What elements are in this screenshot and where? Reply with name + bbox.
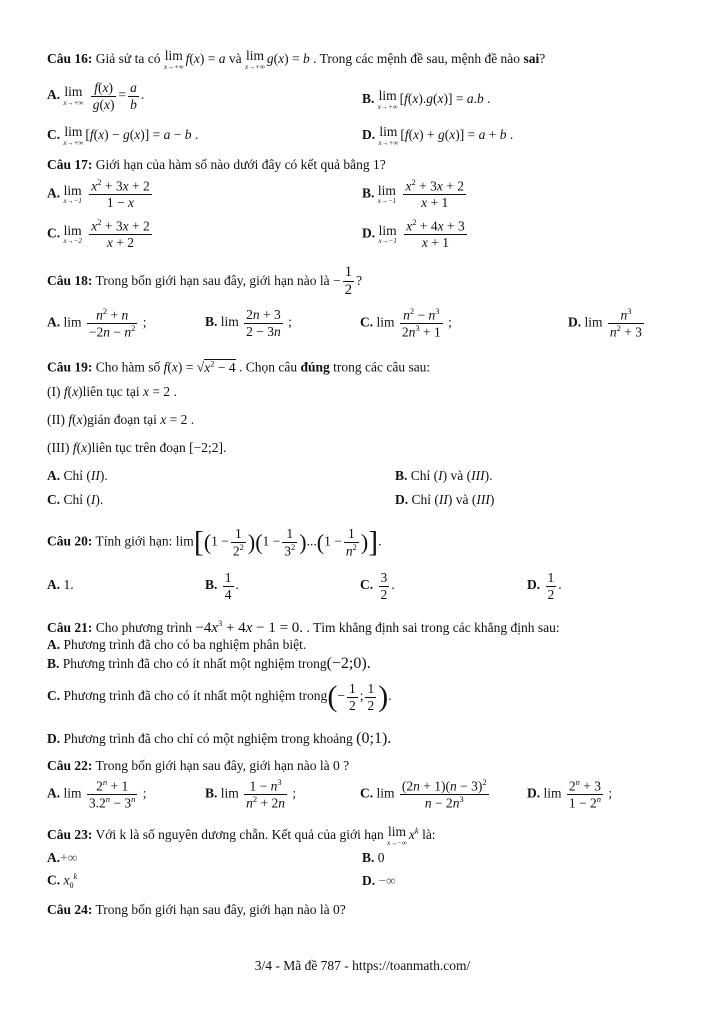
math-expression: lim x→−∞ <box>387 824 407 847</box>
option-b[interactable]: B. Phương trình đã cho có ít nhất một nghiệm trong(−2;0). <box>47 655 371 672</box>
stem-text: Trong bốn giới hạn sau đây, giới hạn nào là 0 ? <box>95 758 350 773</box>
option-text: Chỉ <box>411 492 432 507</box>
question-label: Câu 16: <box>47 50 93 66</box>
option-d[interactable]: D. lim $\frac{n^3}{n^2 + 3}$ <box>568 306 643 340</box>
option-text: và <box>450 468 464 483</box>
option-a[interactable]: A. lim $\frac{n^2 + n}{-2n - n^2}$ ; <box>47 306 147 340</box>
statement-text: gián đoạn tại <box>87 412 157 427</box>
option-text: Phương trình đã cho chỉ có một nghiệm trong khoảng <box>63 731 353 746</box>
question-label: Câu 18: <box>47 272 93 288</box>
math-expression: $\frac{2n + 3}{2 - 3n}$ <box>246 307 281 339</box>
option-c[interactable]: C. lim x→+∞ [f(x) − g(x)] = a − b . <box>47 124 199 147</box>
page-footer: 3/4 - Mã đề 787 - https://toanmath.com/ <box>254 958 471 973</box>
option-text: Phương trình đã cho có ít nhất một nghiệm trong <box>63 688 328 704</box>
math-expression: $\frac{1}{2}$ <box>367 681 375 713</box>
stem-text: Trong bốn giới hạn sau đây, giới hạn nào là <box>95 272 330 288</box>
option-b[interactable]: B. $\frac{1}{4}$ . <box>205 570 239 602</box>
option-c[interactable]: C. $x_0^k$ <box>47 871 78 891</box>
stem-text: Cho phương trình <box>95 620 192 635</box>
math-expression: $\frac{3}{2}$ <box>380 570 388 602</box>
option-text: Chỉ <box>63 492 84 507</box>
statement-2: (II) f(x)gián đoạn tại x = 2 . <box>47 412 195 427</box>
option-label: A. <box>47 637 61 652</box>
stem-text: . Tìm khẳng định sai trong các khẳng định sau: <box>306 620 560 635</box>
option-a[interactable]: A. lim x→+∞ $\frac{f(x)}{g(x)}$ = $\frac{a}{b}$ . <box>47 80 145 112</box>
math-expression: $\frac{n^3}{n^2 + 3}$ <box>609 306 643 340</box>
option-b[interactable] <box>362 178 468 211</box>
option-d[interactable] <box>362 218 469 251</box>
option-label: C. <box>360 314 374 330</box>
math-expression: $\frac{2^n + 1}{3.2^n - 3^n}$ <box>88 777 136 811</box>
option-label: D. <box>47 731 61 746</box>
option-label: B. <box>362 850 375 865</box>
stem-text: . Chọn câu <box>238 359 298 375</box>
math-expression: lim x→+∞ <box>245 48 265 71</box>
option-a[interactable]: A. Chỉ (II). <box>47 468 108 483</box>
stem-emphasis: đúng <box>300 359 330 375</box>
statement-text: liên tục trên đoạn <box>91 440 186 455</box>
option-d[interactable]: D. $\frac{1}{2}$ . <box>527 570 562 602</box>
stem-text: là: <box>422 826 436 842</box>
option-label: A. <box>47 577 61 592</box>
question-label: Câu 17: <box>47 157 93 172</box>
question-label: Câu 20: <box>47 533 93 549</box>
math-expression: $\frac{1}{2^2}$ <box>232 526 244 559</box>
math-expression: lim x→+∞ <box>63 84 84 107</box>
option-label: A. <box>47 87 61 103</box>
math-expression: $\frac{x^2 + 3x + 2}{x + 1}$ <box>405 177 464 211</box>
option-label: C. <box>47 225 61 241</box>
option-label: C. <box>47 688 61 704</box>
option-label: A. <box>47 785 61 801</box>
stem-text: Giả sử ta có <box>95 50 161 66</box>
option-label: D. <box>527 577 541 593</box>
question-16-stem: Câu 16: Giả sử ta có lim x→+∞ f(x) = a và lim x→+∞ g(x) = b . Trong các mệnh đề sau, mệnh đề nào sai? <box>47 48 546 71</box>
stem-text: . Trong các mệnh đề sau, mệnh đề nào <box>313 50 521 66</box>
question-18-stem: Câu 18: Trong bốn giới hạn sau đây, giới hạn nào là − $\frac{1}{2}$ ? <box>47 264 363 299</box>
math-expression: $\frac{x^2 + 3x + 2}{1 - x}$ <box>91 177 150 211</box>
question-label: Câu 24: <box>47 902 93 917</box>
question-21-stem: Câu 21: Cho phương trình $-4x^3 + 4x - 1 = 0$. . Tìm khẳng định sai trong các khẳng định sau: <box>47 618 560 636</box>
statement-label: (II) <box>47 412 65 427</box>
question-label: Câu 22: <box>47 758 93 773</box>
math-expression: $\frac{x^2 + 4x + 3}{x + 1}$ <box>406 217 465 251</box>
statement-label: (I) <box>47 384 61 399</box>
stem-text: Giới hạn của hàm số nào dưới đây có kết quả bằng 1? <box>95 157 386 172</box>
option-label: B. <box>47 656 60 671</box>
option-b[interactable]: B. lim $\frac{1 - n^3}{n^2 + 2n}$ ; <box>205 777 297 811</box>
option-text: và <box>455 492 469 507</box>
option-label: C. <box>360 785 374 801</box>
math-expression: lim x→+∞ <box>63 124 84 147</box>
option-b[interactable]: B. lim x→+∞ [f(x).g(x)] = a.b . <box>362 88 491 111</box>
statement-text: liên tục tại <box>82 384 140 399</box>
question-17-stem <box>47 158 386 172</box>
math-expression: $\frac{1}{2}$ <box>348 681 356 713</box>
option-label: B. <box>205 577 218 593</box>
option-c[interactable]: C. Phương trình đã cho có ít nhất một nghiệm trong(− $\frac{1}{2}$ ; $\frac{1}{2}$ ). <box>47 680 392 714</box>
option-label: D. <box>395 492 409 507</box>
question-19-stem: Câu 19: Cho hàm số $f(x) = √x^2 - 4$ . Chọn câu đúng trong các câu sau: <box>47 358 431 375</box>
option-c[interactable]: C. Chỉ (I). <box>47 492 104 507</box>
question-label: Câu 23: <box>47 826 93 842</box>
option-c[interactable]: C. $\frac{3}{2}$ . <box>360 570 395 602</box>
option-a[interactable] <box>47 851 77 865</box>
option-label: B. <box>205 314 218 330</box>
option-d[interactable]: D. lim $\frac{2^n + 3}{1 - 2^n}$ ; <box>527 777 613 811</box>
option-d[interactable]: D. Phương trình đã cho chỉ có một nghiệm trong khoảng (0;1). <box>47 730 392 747</box>
option-text: Chỉ <box>63 468 84 483</box>
option-label: C. <box>360 577 374 593</box>
option-d[interactable]: D. Chỉ (II) và (III) <box>395 492 495 507</box>
stem-text: Trong bốn giới hạn sau đây, giới hạn nào là 0? <box>95 902 346 917</box>
math-expression: $\frac{1}{n^2}$ <box>345 526 357 559</box>
math-expression: +∞ <box>60 850 78 865</box>
math-expression: lim x→−1 <box>378 222 397 246</box>
stem-text: trong các câu sau: <box>333 359 431 375</box>
math-expression: −∞ <box>378 873 396 888</box>
option-text: Chỉ <box>410 468 431 483</box>
math-expression: lim x→−2 <box>63 222 82 246</box>
statement-label: (III) <box>47 440 70 455</box>
option-text: 0 <box>377 850 385 865</box>
math-expression: $\frac{n^2 + n}{-2n - n^2}$ <box>88 306 136 340</box>
question-22-stem <box>47 759 349 773</box>
option-label: B. <box>395 468 408 483</box>
statement-1: (I) f(x)liên tục tại x = 2 . <box>47 384 177 399</box>
math-expression: $\frac{1}{3^2}$ <box>284 526 296 559</box>
option-a[interactable] <box>47 578 74 592</box>
option-label: C. <box>47 126 61 142</box>
option-label: B. <box>362 185 375 201</box>
math-expression: $\frac{(2n + 1)(n - 3)^2}{n - 2n^3}$ <box>401 777 487 811</box>
stem-text: Tính giới hạn: <box>95 533 173 549</box>
option-c[interactable]: C. lim $\frac{(2n + 1)(n - 3)^2}{n - 2n^3}$ <box>360 777 487 811</box>
option-label: D. <box>568 314 582 330</box>
math-expression: $\frac{1}{4}$ <box>224 570 232 602</box>
statement-3: (III) f(x)liên tục trên đoạn [−2;2]. <box>47 440 227 455</box>
option-label: B. <box>205 785 218 801</box>
option-label: B. <box>362 90 375 106</box>
stem-text: ? <box>539 50 546 66</box>
option-a[interactable] <box>47 178 154 211</box>
math-expression: lim x→+∞ <box>378 124 399 147</box>
stem-emphasis: sai <box>523 50 540 66</box>
question-20-stem: Câu 20: Tính giới hạn: lim[(1 − $\frac{1}{2^2}$ )(1 − $\frac{1}{3^2}$ )...(1 − $\frac{1}{n^2}$ )]. <box>47 525 382 559</box>
option-label: A. <box>47 314 61 330</box>
stem-text: và <box>228 50 242 66</box>
option-label: D. <box>527 785 541 801</box>
question-23-stem: Câu 23: Với k là số nguyên dương chẵn. Kết quả của giới hạn lim x→−∞ $x^k$ là: <box>47 824 436 847</box>
option-label: D. <box>362 225 376 241</box>
option-text: 1. <box>63 577 74 592</box>
math-expression: lim x→−1 <box>377 182 397 206</box>
question-label: Câu 21: <box>47 620 93 635</box>
option-c[interactable]: C. lim $\frac{n^2 - n^3}{2n^3 + 1}$ ; <box>360 306 452 340</box>
stem-text: Với k là số nguyên dương chẵn. Kết quả của giới hạn <box>95 826 384 842</box>
option-b[interactable] <box>362 851 385 865</box>
option-c[interactable] <box>47 218 154 251</box>
stem-text: Cho hàm số <box>95 359 161 375</box>
option-text: Phương trình đã cho có ít nhất một nghiệm trong <box>62 656 327 671</box>
math-expression: $\frac{2^n + 3}{1 - 2^n}$ <box>568 777 602 811</box>
question-label: Câu 19: <box>47 359 93 375</box>
math-expression: $\frac{n^2 - n^3}{2n^3 + 1}$ <box>401 306 441 340</box>
math-expression: lim x→+∞ <box>163 48 184 71</box>
option-a[interactable] <box>47 638 306 652</box>
option-d[interactable] <box>362 874 396 888</box>
option-label: D. <box>362 873 376 888</box>
math-expression: $\frac{x^2 + 3x + 2}{x + 2}$ <box>91 217 150 251</box>
option-b[interactable]: B. lim $\frac{2n + 3}{2 - 3n}$ ; <box>205 307 292 339</box>
math-expression: $\frac{1 - n^3}{n^2 + 2n}$ <box>246 777 286 811</box>
option-label: D. <box>362 126 376 142</box>
option-text: Phương trình đã cho có ba nghiệm phân biệt. <box>63 637 307 652</box>
option-label: C. <box>47 492 61 507</box>
math-expression: $\frac{f(x)}{g(x)}$ <box>92 80 115 112</box>
option-label: C. <box>47 872 61 888</box>
option-d[interactable]: D. lim x→+∞ [f(x) + g(x)] = a + b . <box>362 124 514 147</box>
question-24-stem <box>47 903 346 917</box>
option-label: A. <box>47 468 61 483</box>
math-expression: $\frac{1}{2}$ <box>344 264 353 299</box>
option-label: A. <box>47 850 61 865</box>
option-label: A. <box>47 185 61 201</box>
math-expression: lim x→+∞ <box>377 88 398 111</box>
math-expression: $\frac{1}{2}$ <box>547 570 555 602</box>
math-expression: lim x→−1 <box>63 182 82 206</box>
option-b[interactable]: B. Chỉ (I) và (III). <box>395 468 493 483</box>
option-a[interactable]: A. lim $\frac{2^n + 1}{3.2^n - 3^n}$ ; <box>47 777 147 811</box>
